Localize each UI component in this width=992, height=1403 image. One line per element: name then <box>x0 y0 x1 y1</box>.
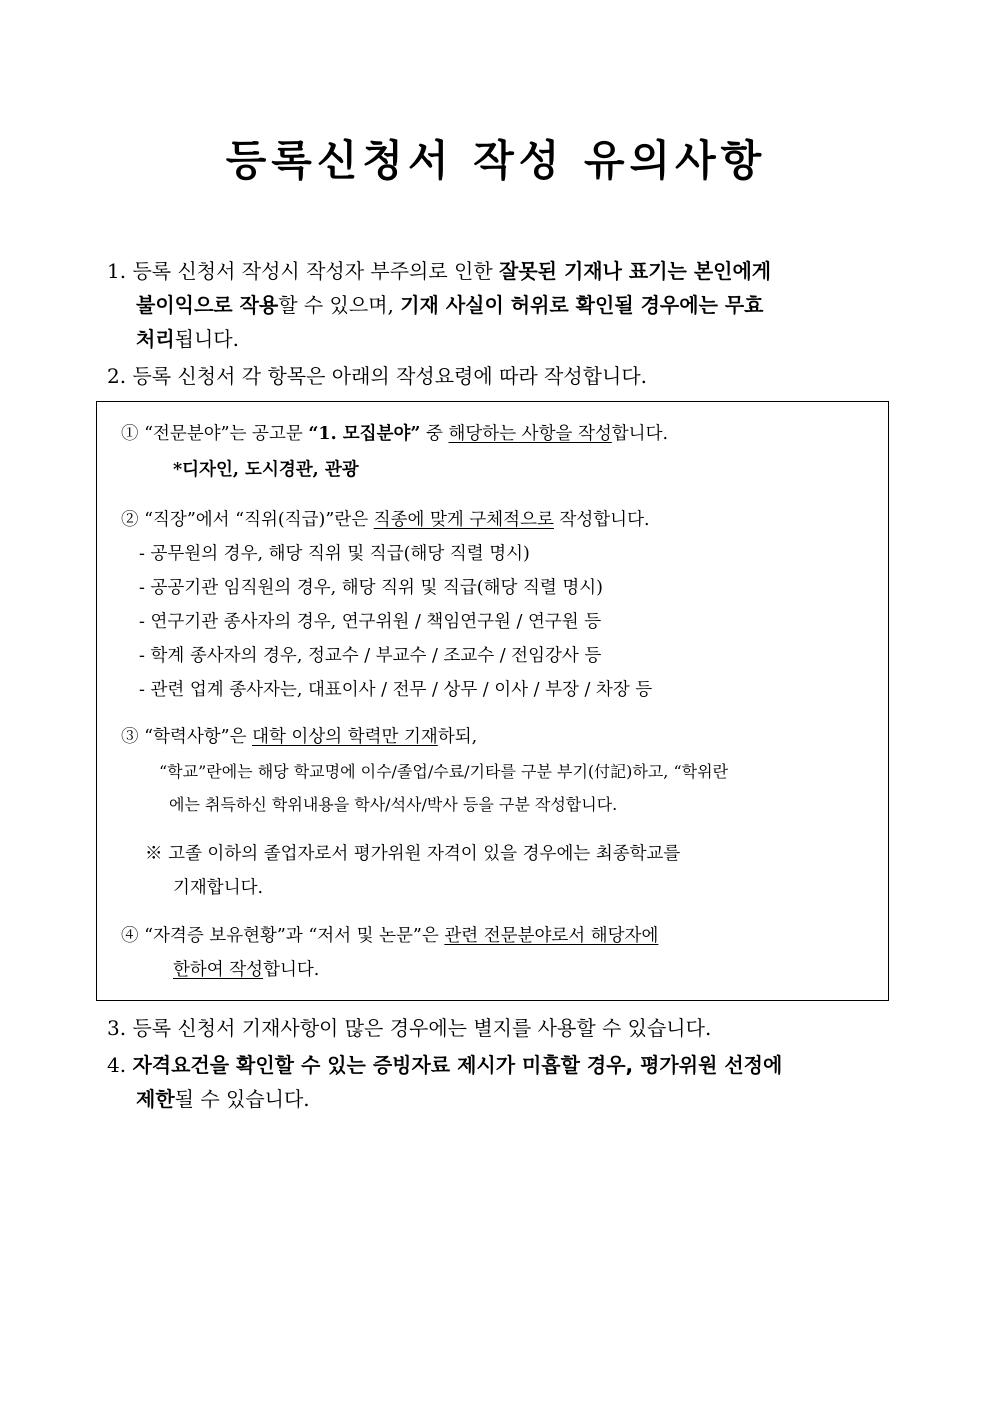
section-4-line-1 <box>121 924 658 948</box>
item-1-text-c: 불이익으로 작용 <box>136 293 279 317</box>
item-2-number: 2. <box>107 364 127 388</box>
section-2-line-1 <box>121 508 650 532</box>
item-1-text-e: 기재 사실이 허위로 확인될 경우에는 무효 <box>400 293 764 317</box>
item-1-number: 1. <box>107 259 127 283</box>
section-3-note-1: ※ 고졸 이하의 졸업자로서 평가위원 자격이 있을 경우에는 최종학교를 <box>145 844 681 864</box>
section-3-text-a: “학력사항”은 <box>144 727 253 747</box>
section-4-text-d: 합니다. <box>263 960 320 980</box>
item-1-text-g: 됩니다. <box>174 327 239 351</box>
item-4-number: 4. <box>107 1053 127 1077</box>
section-4-mark: ④ <box>121 926 139 946</box>
section-2-bullet: - 연구기관 종사자의 경우, 연구위원 / 책임연구원 / 연구원 등 <box>139 612 602 632</box>
section-2-text-b: 직종에 맞게 구체적으로 <box>373 510 554 530</box>
item-3-number: 3. <box>107 1016 127 1040</box>
section-1-mark: ① <box>121 424 139 444</box>
section-2-mark: ② <box>121 510 139 530</box>
section-3-note-2: 기재합니다. <box>173 878 264 898</box>
item-1-text-a: 등록 신청서 작성시 작성자 부주의로 인한 <box>132 259 500 283</box>
section-2-bullet: - 공무원의 경우, 해당 직위 및 직급(해당 직렬 명시) <box>139 544 530 564</box>
section-3-line-2: “학교”란에는 해당 학교명에 이수/졸업/수료/기타를 구분 부기(付記)하고, “학위란 <box>159 762 729 781</box>
section-1-line-1 <box>121 422 668 446</box>
item-4-line-1 <box>107 1052 782 1078</box>
item-1-text-f: 처리 <box>136 327 175 351</box>
item-1-line-3 <box>136 326 239 352</box>
section-3-line-3: 에는 취득하신 학위내용을 학사/석사/박사 등을 구분 작성합니다. <box>169 795 618 814</box>
section-1-text-a: “전문분야”는 공고문 <box>144 424 309 444</box>
item-4-text-c: 될 수 있습니다. <box>174 1087 310 1111</box>
section-2-text-c: 작성합니다. <box>553 510 650 530</box>
item-4-line-2 <box>136 1086 310 1112</box>
section-2-bullet: - 공공기관 임직원의 경우, 해당 직위 및 직급(해당 직렬 명시) <box>139 578 604 598</box>
section-1-text-d: 해당하는 사항을 작성 <box>448 424 612 444</box>
section-4-text-a: “자격증 보유현황”과 “저서 및 논문”은 <box>144 926 445 946</box>
section-3-mark: ③ <box>121 727 139 747</box>
section-1-text-c: 중 <box>420 424 449 444</box>
section-1-text-e: 합니다. <box>611 424 669 444</box>
section-2-bullet: - 관련 업계 종사자는, 대표이사 / 전무 / 상무 / 이사 / 부장 / 차장 등 <box>139 680 653 700</box>
page-title: 등록신청서 작성 유의사항 <box>225 136 767 185</box>
item-2-text: 등록 신청서 각 항목은 아래의 작성요령에 따라 작성합니다. <box>132 364 647 388</box>
section-4-text-c: 한하여 작성 <box>173 960 264 980</box>
section-4-text-b: 관련 전문분야로서 해당자에 <box>444 926 659 946</box>
section-3-line-1 <box>121 725 477 749</box>
section-3-text-c: 하되, <box>437 727 478 747</box>
item-3-text: 등록 신청서 기재사항이 많은 경우에는 별지를 사용할 수 있습니다. <box>132 1016 712 1040</box>
section-2-text-a: “직장”에서 “직위(직급)”란은 <box>144 510 374 530</box>
guideline-box <box>96 401 889 1001</box>
section-4-line-2 <box>173 958 319 982</box>
item-2-line <box>107 363 647 389</box>
section-1-note: *디자인, 도시경관, 관광 <box>173 460 359 480</box>
item-1-text-d: 할 수 있으며, <box>278 293 401 317</box>
item-3-line <box>107 1015 711 1041</box>
section-3-text-b: 대학 이상의 학력만 기재 <box>252 727 438 747</box>
item-4-text-a: 자격요건을 확인할 수 있는 증빙자료 제시가 미흡할 경우, 평가위원 선정에 <box>132 1053 783 1077</box>
section-2-bullet: - 학계 종사자의 경우, 정교수 / 부교수 / 조교수 / 전임강사 등 <box>139 646 602 666</box>
item-1-text-b: 잘못된 기재나 표기는 본인에게 <box>499 259 772 283</box>
item-1-line-2 <box>136 292 764 318</box>
section-1-text-b: “1. 모집분야” <box>308 424 421 444</box>
item-4-text-b: 제한 <box>136 1087 175 1111</box>
item-1-line-1 <box>107 258 771 284</box>
